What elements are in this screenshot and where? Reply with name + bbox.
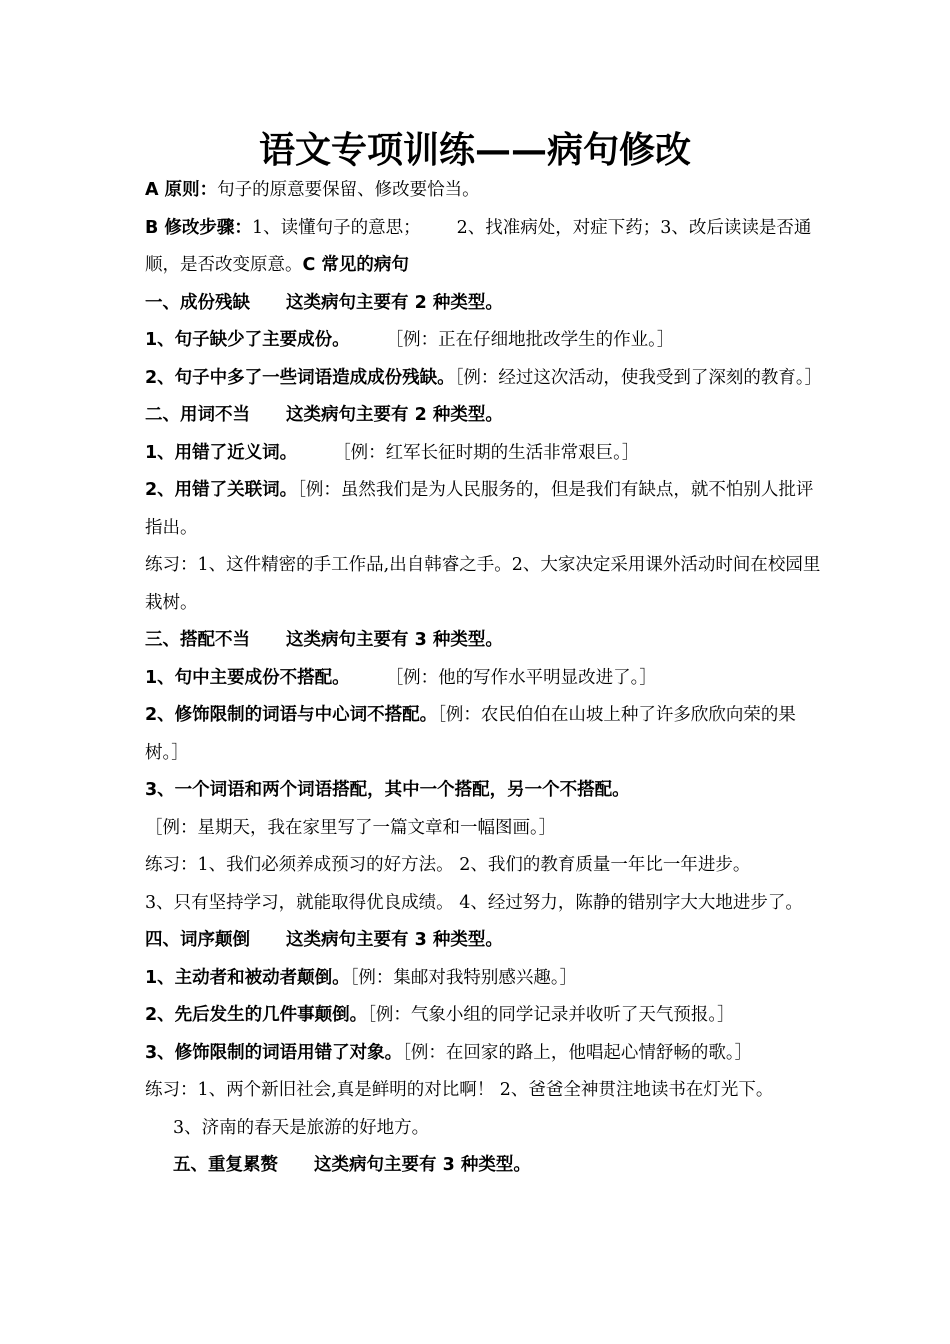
section-3-practice-1: 练习：1、我们必须养成预习的好方法。 2、我们的教育质量一年比一年进步。 <box>145 855 751 875</box>
section-heading: 一、成份残缺 <box>145 292 250 313</box>
section-1-heading <box>145 285 825 323</box>
principle-text: 句子的原意要保留、修改要恰当。 <box>217 180 480 200</box>
type-example: ［例：农民伯伯在山坡上种了许多欣欣向荣的果树。］ <box>145 705 796 763</box>
section-heading: 三、搭配不当 <box>145 630 250 650</box>
type-example: ［例：他的写作水平明显改进了。］ <box>385 667 657 688</box>
section-3-type-2 <box>145 697 825 772</box>
type-example: ［例：气象小组的同学记录并收听了天气预报。］ <box>367 1005 735 1025</box>
steps-label: B 修改步骤： <box>145 217 252 238</box>
section-heading: 二、用词不当 <box>145 405 250 425</box>
section-heading: 四、词序颠倒 <box>145 930 250 950</box>
section-heading: 五、重复累赘 <box>173 1155 278 1175</box>
type-label: 2、修饰限制的词语与中心词不搭配。 <box>145 705 438 725</box>
section-note: 这类病句主要有 3 种类型。 <box>286 930 503 950</box>
section-1-type-2 <box>145 360 825 398</box>
section-3-type-3-example: ［例：星期天，我在家里写了一篇文章和一幅图画。］ <box>145 817 557 838</box>
type-label: 1、句子缺少了主要成份。 <box>145 330 350 350</box>
principle-label: A 原则： <box>145 180 218 200</box>
type-label: 3、修饰限制的词语用错了对象。 <box>145 1042 403 1063</box>
section-2-heading <box>145 397 825 435</box>
section-note: 这类病句主要有 3 种类型。 <box>314 1155 531 1175</box>
type-example: ［例：在回家的路上，他唱起心情舒畅的歌。］ <box>402 1042 753 1063</box>
step-1: 1、读懂句子的意思； <box>251 217 421 238</box>
type-label: 1、用错了近义词。 <box>145 442 298 463</box>
type-label: 2、句子中多了一些词语造成成份残缺。 <box>145 367 455 388</box>
type-label: 1、句中主要成份不搭配。 <box>145 667 350 688</box>
section-4-type-1 <box>145 960 825 998</box>
section-2-type-2 <box>145 472 825 547</box>
section-4-type-2 <box>145 997 825 1035</box>
type-label: 2、用错了关联词。 <box>145 480 298 500</box>
common-errors-label: C 常见的病句 <box>302 255 409 275</box>
type-label: 3、一个词语和两个词语搭配，其中一个搭配，另一个不搭配。 <box>145 780 630 800</box>
type-label: 1、主动者和被动者颠倒。 <box>145 967 350 988</box>
type-example: ［例：虽然我们是为人民服务的，但是我们有缺点，就不怕别人批评指出。 <box>145 480 814 538</box>
section-note: 这类病句主要有 2 种类型。 <box>286 405 503 425</box>
section-3-type-1 <box>145 660 825 698</box>
section-1-type-1 <box>145 322 825 360</box>
section-2-practice: 练习：1、这件精密的手工作品,出自韩睿之手。2、大家决定采用课外活动时间在校园里栽树。 <box>145 555 821 613</box>
section-4-practice-2: 3、济南的春天是旅游的好地方。 <box>173 1117 430 1138</box>
section-4-practice-1: 练习：1、两个新旧社会,真是鲜明的对比啊！ 2、爸爸全神贯注地读书在灯光下。 <box>145 1080 774 1100</box>
section-note: 这类病句主要有 3 种类型。 <box>286 630 503 650</box>
type-example: ［例：集邮对我特别感兴趣。］ <box>349 967 578 988</box>
section-5-heading <box>145 1147 825 1185</box>
section-3-practice-2: 3、只有坚持学习，就能取得优良成绩。 4、经过努力，陈静的错别字大大地进步了。 <box>145 892 803 913</box>
page-title: 语文专项训练——病句修改 <box>258 129 691 171</box>
step-2-3: 2、找准病处，对症下药；3、改后读读是否通顺，是否改变原意。 <box>145 217 812 275</box>
type-example: ［例：经过这次活动，使我受到了深刻的教育。］ <box>454 367 823 388</box>
section-3-type-3 <box>145 772 825 810</box>
type-label: 2、先后发生的几件事颠倒。 <box>145 1005 368 1025</box>
document-body <box>145 172 825 1185</box>
type-example: ［例：红军长征时期的生活非常艰巨。］ <box>333 442 640 463</box>
section-3-heading <box>145 622 825 660</box>
section-2-type-1 <box>145 435 825 473</box>
section-4-heading <box>145 922 825 960</box>
section-4-type-3 <box>145 1035 825 1073</box>
type-example: ［例：正在仔细地批改学生的作业。］ <box>385 330 675 350</box>
steps-paragraph <box>145 210 825 285</box>
principle-line <box>145 172 825 210</box>
section-note: 这类病句主要有 2 种类型。 <box>286 292 503 313</box>
